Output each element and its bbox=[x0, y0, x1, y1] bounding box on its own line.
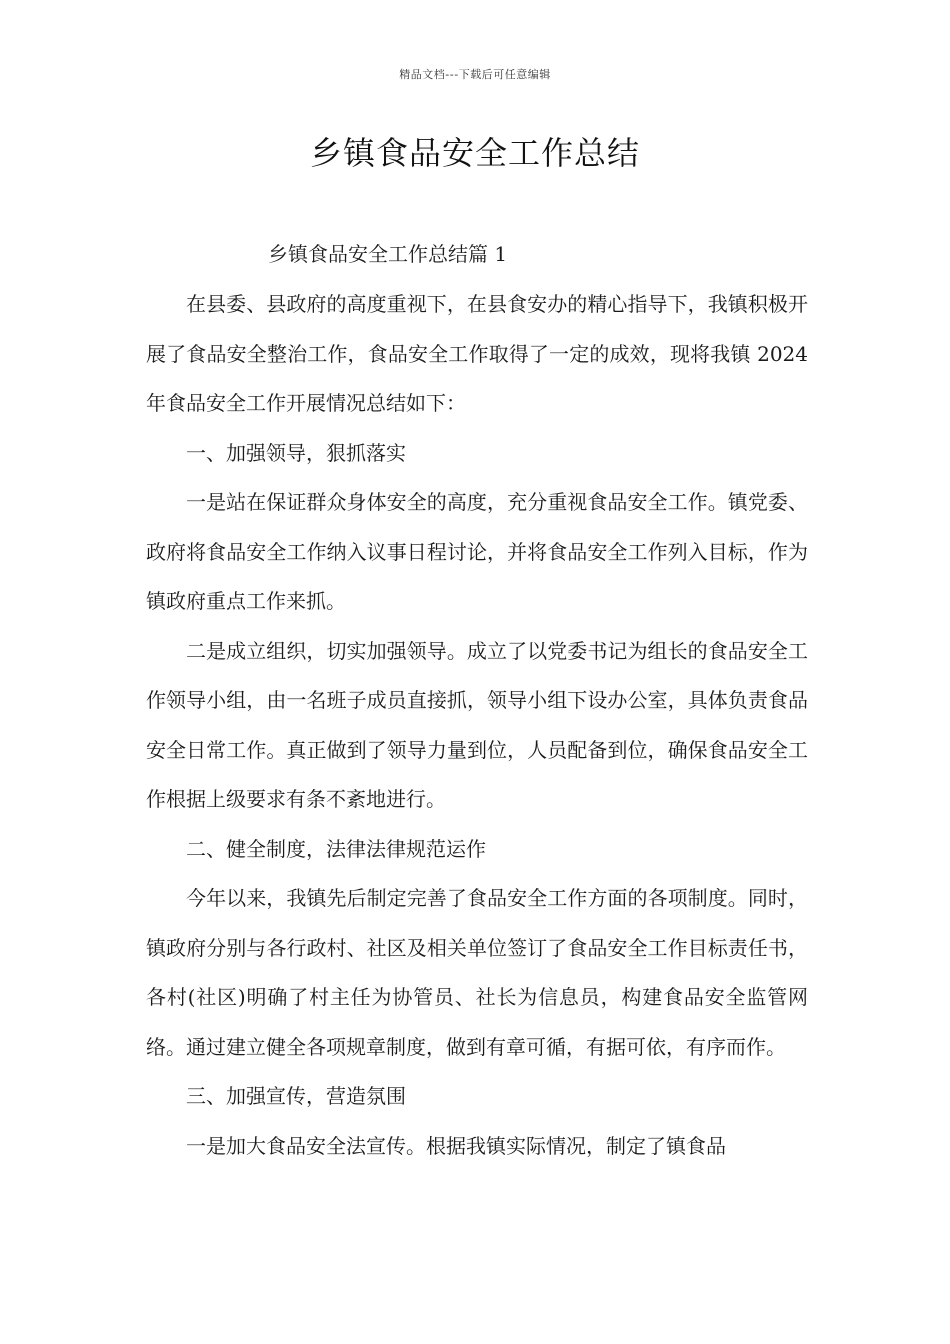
paragraph-2: 今年以来，我镇先后制定完善了食品安全工作方面的各项制度。同时，镇政府分别与各行政村、社区及相关单位签订了食品安全工作目标责任书，各村(社区)明确了村主任为协管员、社长为信息员，构建食品安全监管网络。通过建立健全各项规章制度，做到有章可循，有据可依，有序而作。 bbox=[146, 886, 808, 1059]
section-subtitle: 乡镇食品安全工作总结篇 1 bbox=[268, 242, 508, 266]
document-body bbox=[146, 280, 808, 1171]
header-note: 精品文档---下载后可任意编辑 bbox=[399, 68, 551, 81]
paragraph-1b: 二是成立组织，切实加强领导。成立了以党委书记为组长的食品安全工作领导小组，由一名班子成员直接抓，领导小组下设办公室，具体负责食品安全日常工作。真正做到了领导力量到位，人员配备到位，确保食品安全工作根据上级要求有条不紊地进行。 bbox=[146, 638, 808, 811]
heading-section-3: 三、加强宣传，营造氛围 bbox=[186, 1084, 406, 1108]
paragraph-1a: 一是站在保证群众身体安全的高度，充分重视食品安全工作。镇党委、政府将食品安全工作纳入议事日程讨论，并将食品安全工作列入目标，作为镇政府重点工作来抓。 bbox=[146, 490, 808, 613]
paragraph-intro: 在县委、县政府的高度重视下，在县食安办的精心指导下，我镇积极开展了食品安全整治工作，食品安全工作取得了一定的成效，现将我镇 2024 年食品安全工作开展情况总结如下： bbox=[146, 292, 808, 415]
document-title: 乡镇食品安全工作总结 bbox=[309, 134, 640, 172]
heading-section-2: 二、健全制度，法律法律规范运作 bbox=[186, 836, 486, 861]
paragraph-3a: 一是加大食品安全法宣传。根据我镇实际情况，制定了镇食品 bbox=[186, 1133, 726, 1158]
heading-section-1: 一、加强领导，狠抓落实 bbox=[186, 440, 406, 465]
